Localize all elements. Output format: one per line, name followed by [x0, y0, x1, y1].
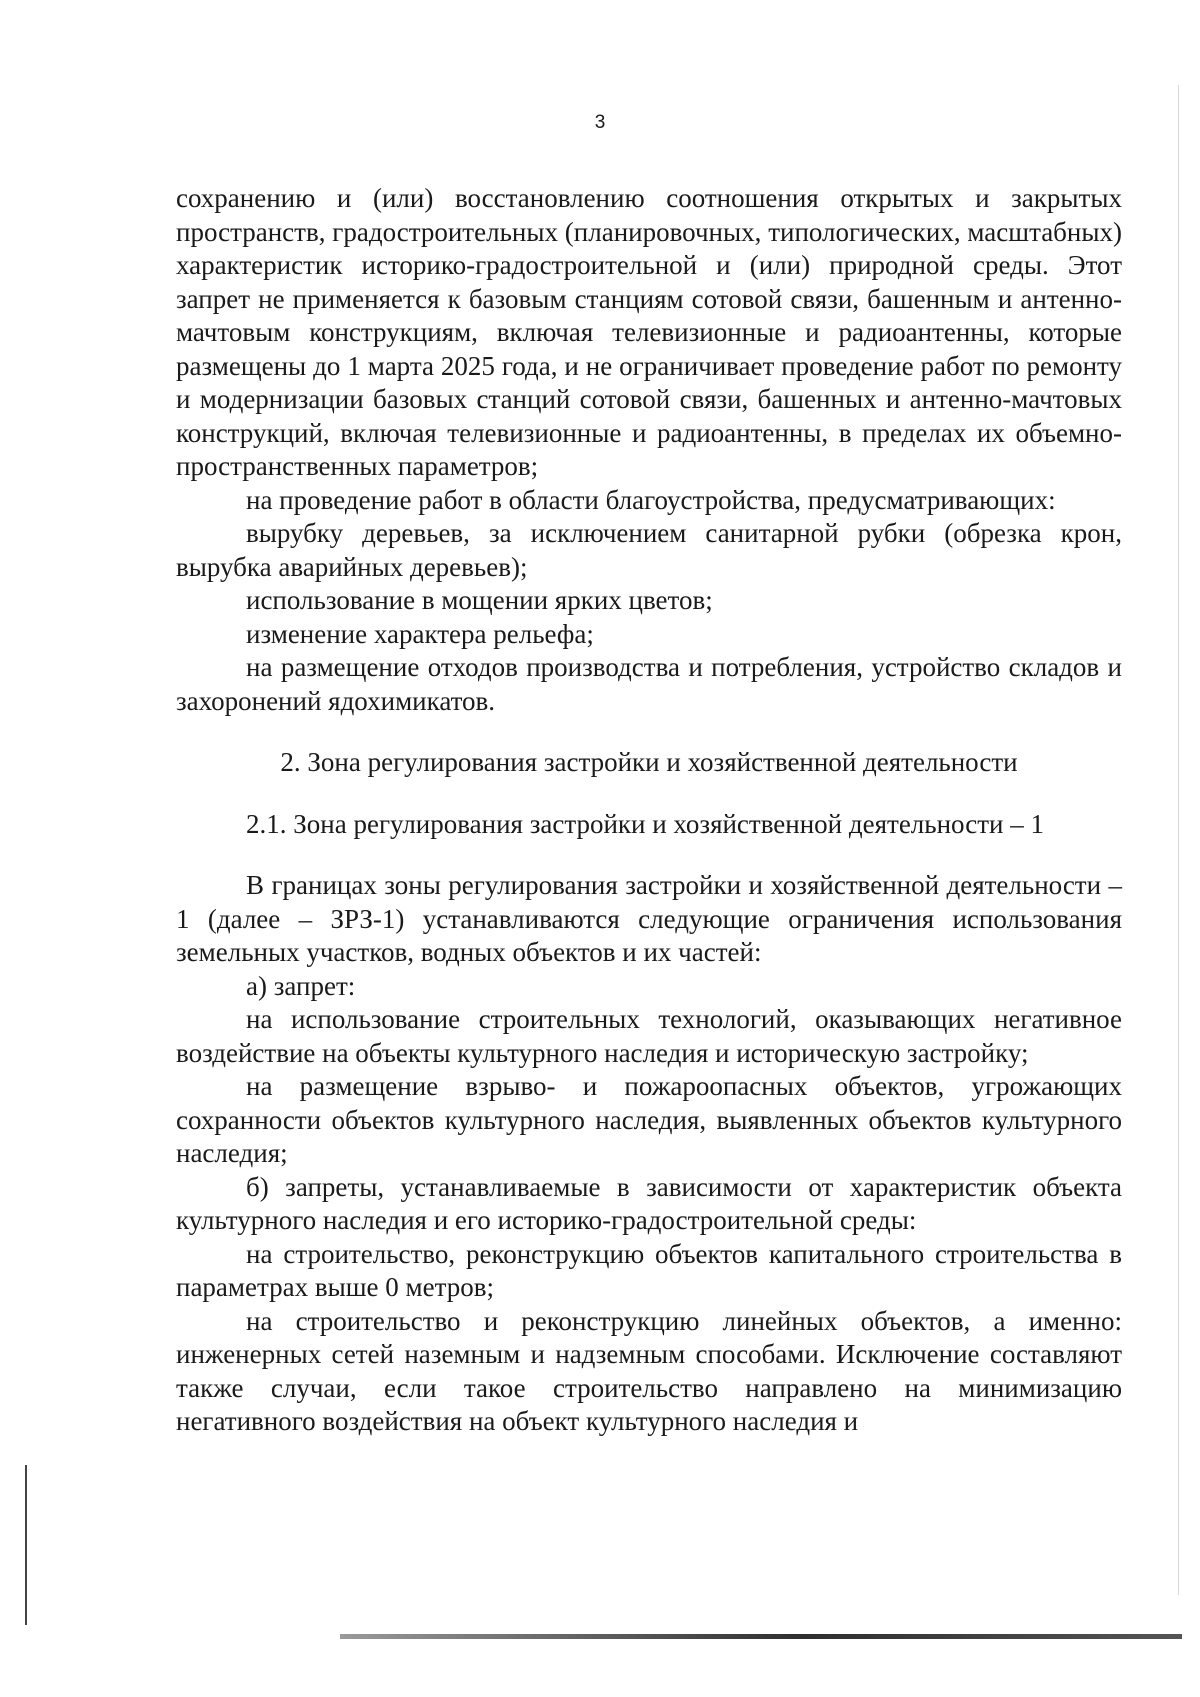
bottom-scan-rule	[340, 1634, 1182, 1639]
document-body	[176, 182, 1122, 1439]
paragraph-prohibition-a: а) запрет:	[246, 970, 356, 1001]
page-number: 3	[594, 112, 606, 133]
section-heading: 2. Зона регулирования застройки и хозяйственной деятельности	[280, 747, 1018, 777]
scan-edge-line	[1178, 85, 1179, 1595]
paragraph-continuation: сохранению и (или) восстановлению соотношения открытых и закрытых пространств, градостроительных (планировочных, типологических, масштабных) характеристик историко-градостроительной и (или) природной среды. Этот запрет не применяется к базовым станциям сотовой связи, башенным и антенно-мачтовым конструкциям, включая телевизионные и радиоантенны, которые размещены до 1 марта 2025 года, и не ограничивает проведение работ по ремонту и модернизации базовых станций сотовой связи, башенных и антенно-мачтовых конструкций, включая телевизионные и радиоантенны, в пределах их объемно-пространственных параметров;	[176, 183, 1122, 481]
paragraph-building-tech: на использование строительных технологий, оказывающих негативное воздействие на объекты культурного наследия и историческую застройку;	[176, 1004, 1122, 1068]
paragraph-relief: изменение характера рельефа;	[246, 618, 594, 649]
subsection-heading: 2.1. Зона регулирования застройки и хозяйственной деятельности – 1	[246, 808, 1044, 839]
paragraph-prohibition-b: б) запреты, устанавливаемые в зависимости от характеристик объекта культурного наследия и его историко-градостроительной среды:	[176, 1171, 1122, 1235]
paragraph-landscaping: на проведение работ в области благоустройства, предусматривающих:	[246, 484, 1056, 515]
binding-margin-mark	[25, 1465, 27, 1625]
paragraph-capital-construction: на строительство, реконструкцию объектов капитального строительства в параметрах выше 0 метров;	[176, 1238, 1122, 1302]
paragraph-paving-colors: использование в мощении ярких цветов;	[246, 585, 713, 615]
paragraph-waste: на размещение отходов производства и потребления, устройство складов и захоронений ядохимикатов.	[176, 652, 1122, 716]
paragraph-explosive-objects: на размещение взрыво- и пожароопасных объектов, угрожающих сохранности объектов культурного наследия, выявленных объектов культурного наследия;	[176, 1071, 1122, 1168]
paragraph-zrz1-intro: В границах зоны регулирования застройки и хозяйственной деятельности – 1 (далее – ЗРЗ-1) устанавливаются следующие ограничения использования земельных участков, водных объектов и их частей:	[176, 870, 1122, 967]
paragraph-tree-cutting: вырубку деревьев, за исключением санитарной рубки (обрезка крон, вырубка аварийных деревьев);	[176, 518, 1122, 582]
paragraph-linear-objects: на строительство и реконструкцию линейных объектов, а именно: инженерных сетей наземным и надземным способами. Исключение составляют также случаи, если такое строительство направлено на минимизацию негативного воздействия на объект культурного наследия и	[176, 1305, 1122, 1436]
